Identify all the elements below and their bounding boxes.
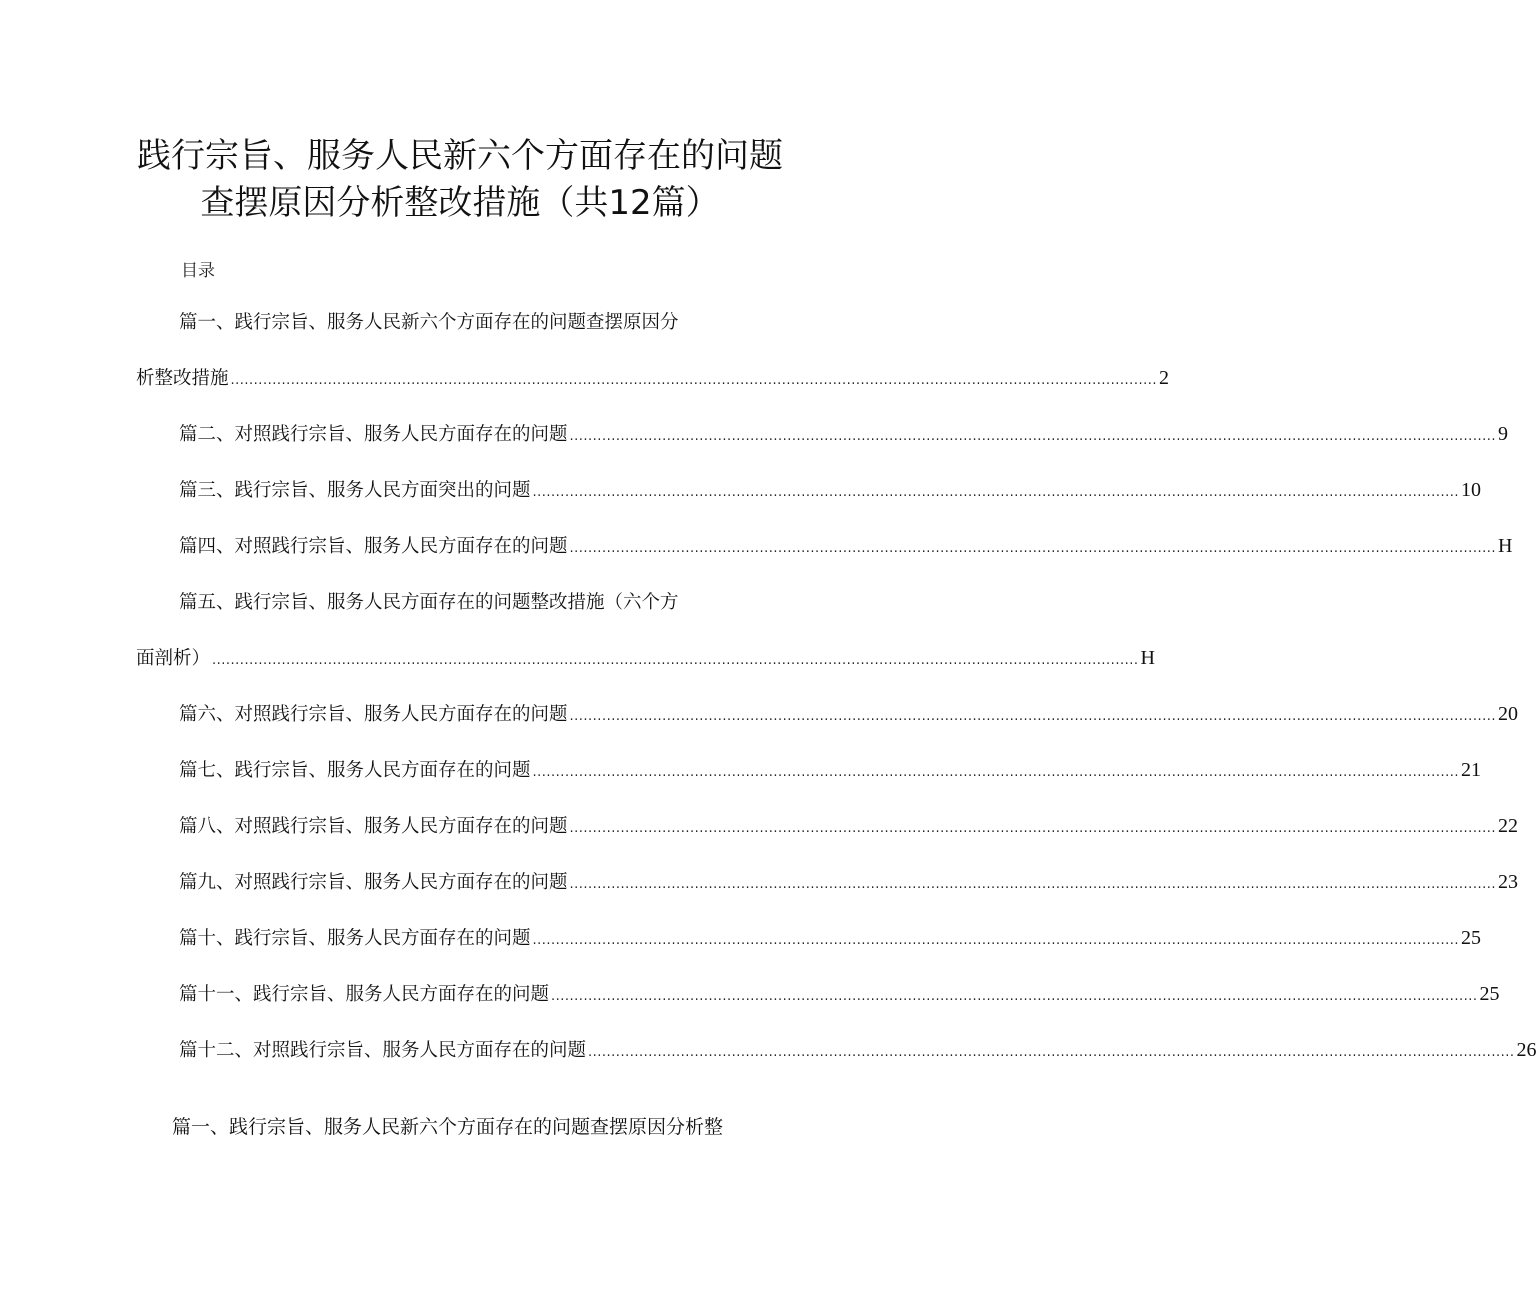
section-heading: 篇一、践行宗旨、服务人民新六个方面存在的问题查摆原因分析整	[172, 1116, 724, 1138]
toc-entry-text: 篇十、践行宗旨、服务人民方面存在的问题	[179, 928, 531, 949]
toc-page-number: 21	[1460, 759, 1481, 781]
toc-leader-dots: ........................................................................................................................................................................................................	[230, 373, 1157, 388]
toc-page-number: H	[1497, 535, 1513, 557]
toc-entry-5-line1[interactable]	[179, 588, 679, 614]
toc-leader-dots: ........................................................................................................................................................................................................	[212, 653, 1139, 668]
document-title-line2: 查摆原因分析整改措施（共12篇）	[200, 183, 720, 223]
toc-entry-11[interactable]	[179, 980, 1500, 1006]
toc-entry-3[interactable]	[179, 476, 1481, 502]
toc-page-number: 10	[1460, 479, 1481, 501]
toc-entry-10[interactable]	[179, 924, 1481, 950]
toc-page-number: 25	[1460, 927, 1481, 949]
toc-leader-dots: ........................................................................................................................................................................................................	[569, 877, 1496, 892]
toc-entry-text: 篇五、践行宗旨、服务人民方面存在的问题整改措施（六个方	[179, 592, 679, 613]
toc-entry-5-line2[interactable]	[136, 644, 1155, 670]
toc-entry-text: 面剖析）	[136, 648, 211, 669]
toc-entry-text: 篇三、践行宗旨、服务人民方面突出的问题	[179, 480, 531, 501]
toc-leader-dots: ........................................................................................................................................................................................................	[569, 821, 1496, 836]
toc-entry-text: 篇二、对照践行宗旨、服务人民方面存在的问题	[179, 424, 568, 445]
toc-entry-text: 析整改措施	[136, 368, 229, 389]
toc-entry-text: 篇一、践行宗旨、服务人民新六个方面存在的问题查摆原因分	[179, 312, 679, 333]
toc-leader-dots: ........................................................................................................................................................................................................	[532, 933, 1459, 948]
toc-entry-text: 篇十一、践行宗旨、服务人民方面存在的问题	[179, 984, 550, 1005]
toc-leader-dots: ........................................................................................................................................................................................................	[569, 429, 1496, 444]
toc-entry-1-line1[interactable]	[179, 308, 679, 334]
toc-entry-1-line2[interactable]	[136, 364, 1169, 390]
toc-entry-text: 篇六、对照践行宗旨、服务人民方面存在的问题	[179, 704, 568, 725]
toc-entry-text: 篇十二、对照践行宗旨、服务人民方面存在的问题	[179, 1040, 587, 1061]
toc-entry-7[interactable]	[179, 756, 1481, 782]
toc-leader-dots: ........................................................................................................................................................................................................	[588, 1045, 1515, 1060]
toc-heading: 目录	[181, 261, 215, 281]
toc-page-number: 22	[1497, 815, 1518, 837]
toc-page-number: 20	[1497, 703, 1518, 725]
toc-page-number: 23	[1497, 871, 1518, 893]
toc-page-number: 25	[1479, 983, 1500, 1005]
document-title-line1: 践行宗旨、服务人民新六个方面存在的问题	[137, 136, 783, 176]
toc-leader-dots: ........................................................................................................................................................................................................	[551, 989, 1478, 1004]
toc-page-number: 2	[1158, 367, 1169, 389]
toc-page-number: 26	[1516, 1039, 1536, 1061]
toc-leader-dots: ........................................................................................................................................................................................................	[569, 541, 1496, 556]
toc-leader-dots: ........................................................................................................................................................................................................	[532, 485, 1459, 500]
toc-entry-12[interactable]	[179, 1036, 1536, 1062]
toc-entry-4[interactable]	[179, 532, 1513, 558]
toc-entry-2[interactable]	[179, 420, 1508, 446]
toc-entry-9[interactable]	[179, 868, 1518, 894]
toc-entry-text: 篇四、对照践行宗旨、服务人民方面存在的问题	[179, 536, 568, 557]
toc-leader-dots: ........................................................................................................................................................................................................	[569, 709, 1496, 724]
toc-page-number: 9	[1497, 423, 1508, 445]
toc-leader-dots: ........................................................................................................................................................................................................	[532, 765, 1459, 780]
toc-entry-text: 篇九、对照践行宗旨、服务人民方面存在的问题	[179, 872, 568, 893]
toc-entry-text: 篇七、践行宗旨、服务人民方面存在的问题	[179, 760, 531, 781]
toc-entry-8[interactable]	[179, 812, 1518, 838]
toc-page-number: H	[1140, 647, 1155, 669]
toc-entry-text: 篇八、对照践行宗旨、服务人民方面存在的问题	[179, 816, 568, 837]
toc-entry-6[interactable]	[179, 700, 1518, 726]
